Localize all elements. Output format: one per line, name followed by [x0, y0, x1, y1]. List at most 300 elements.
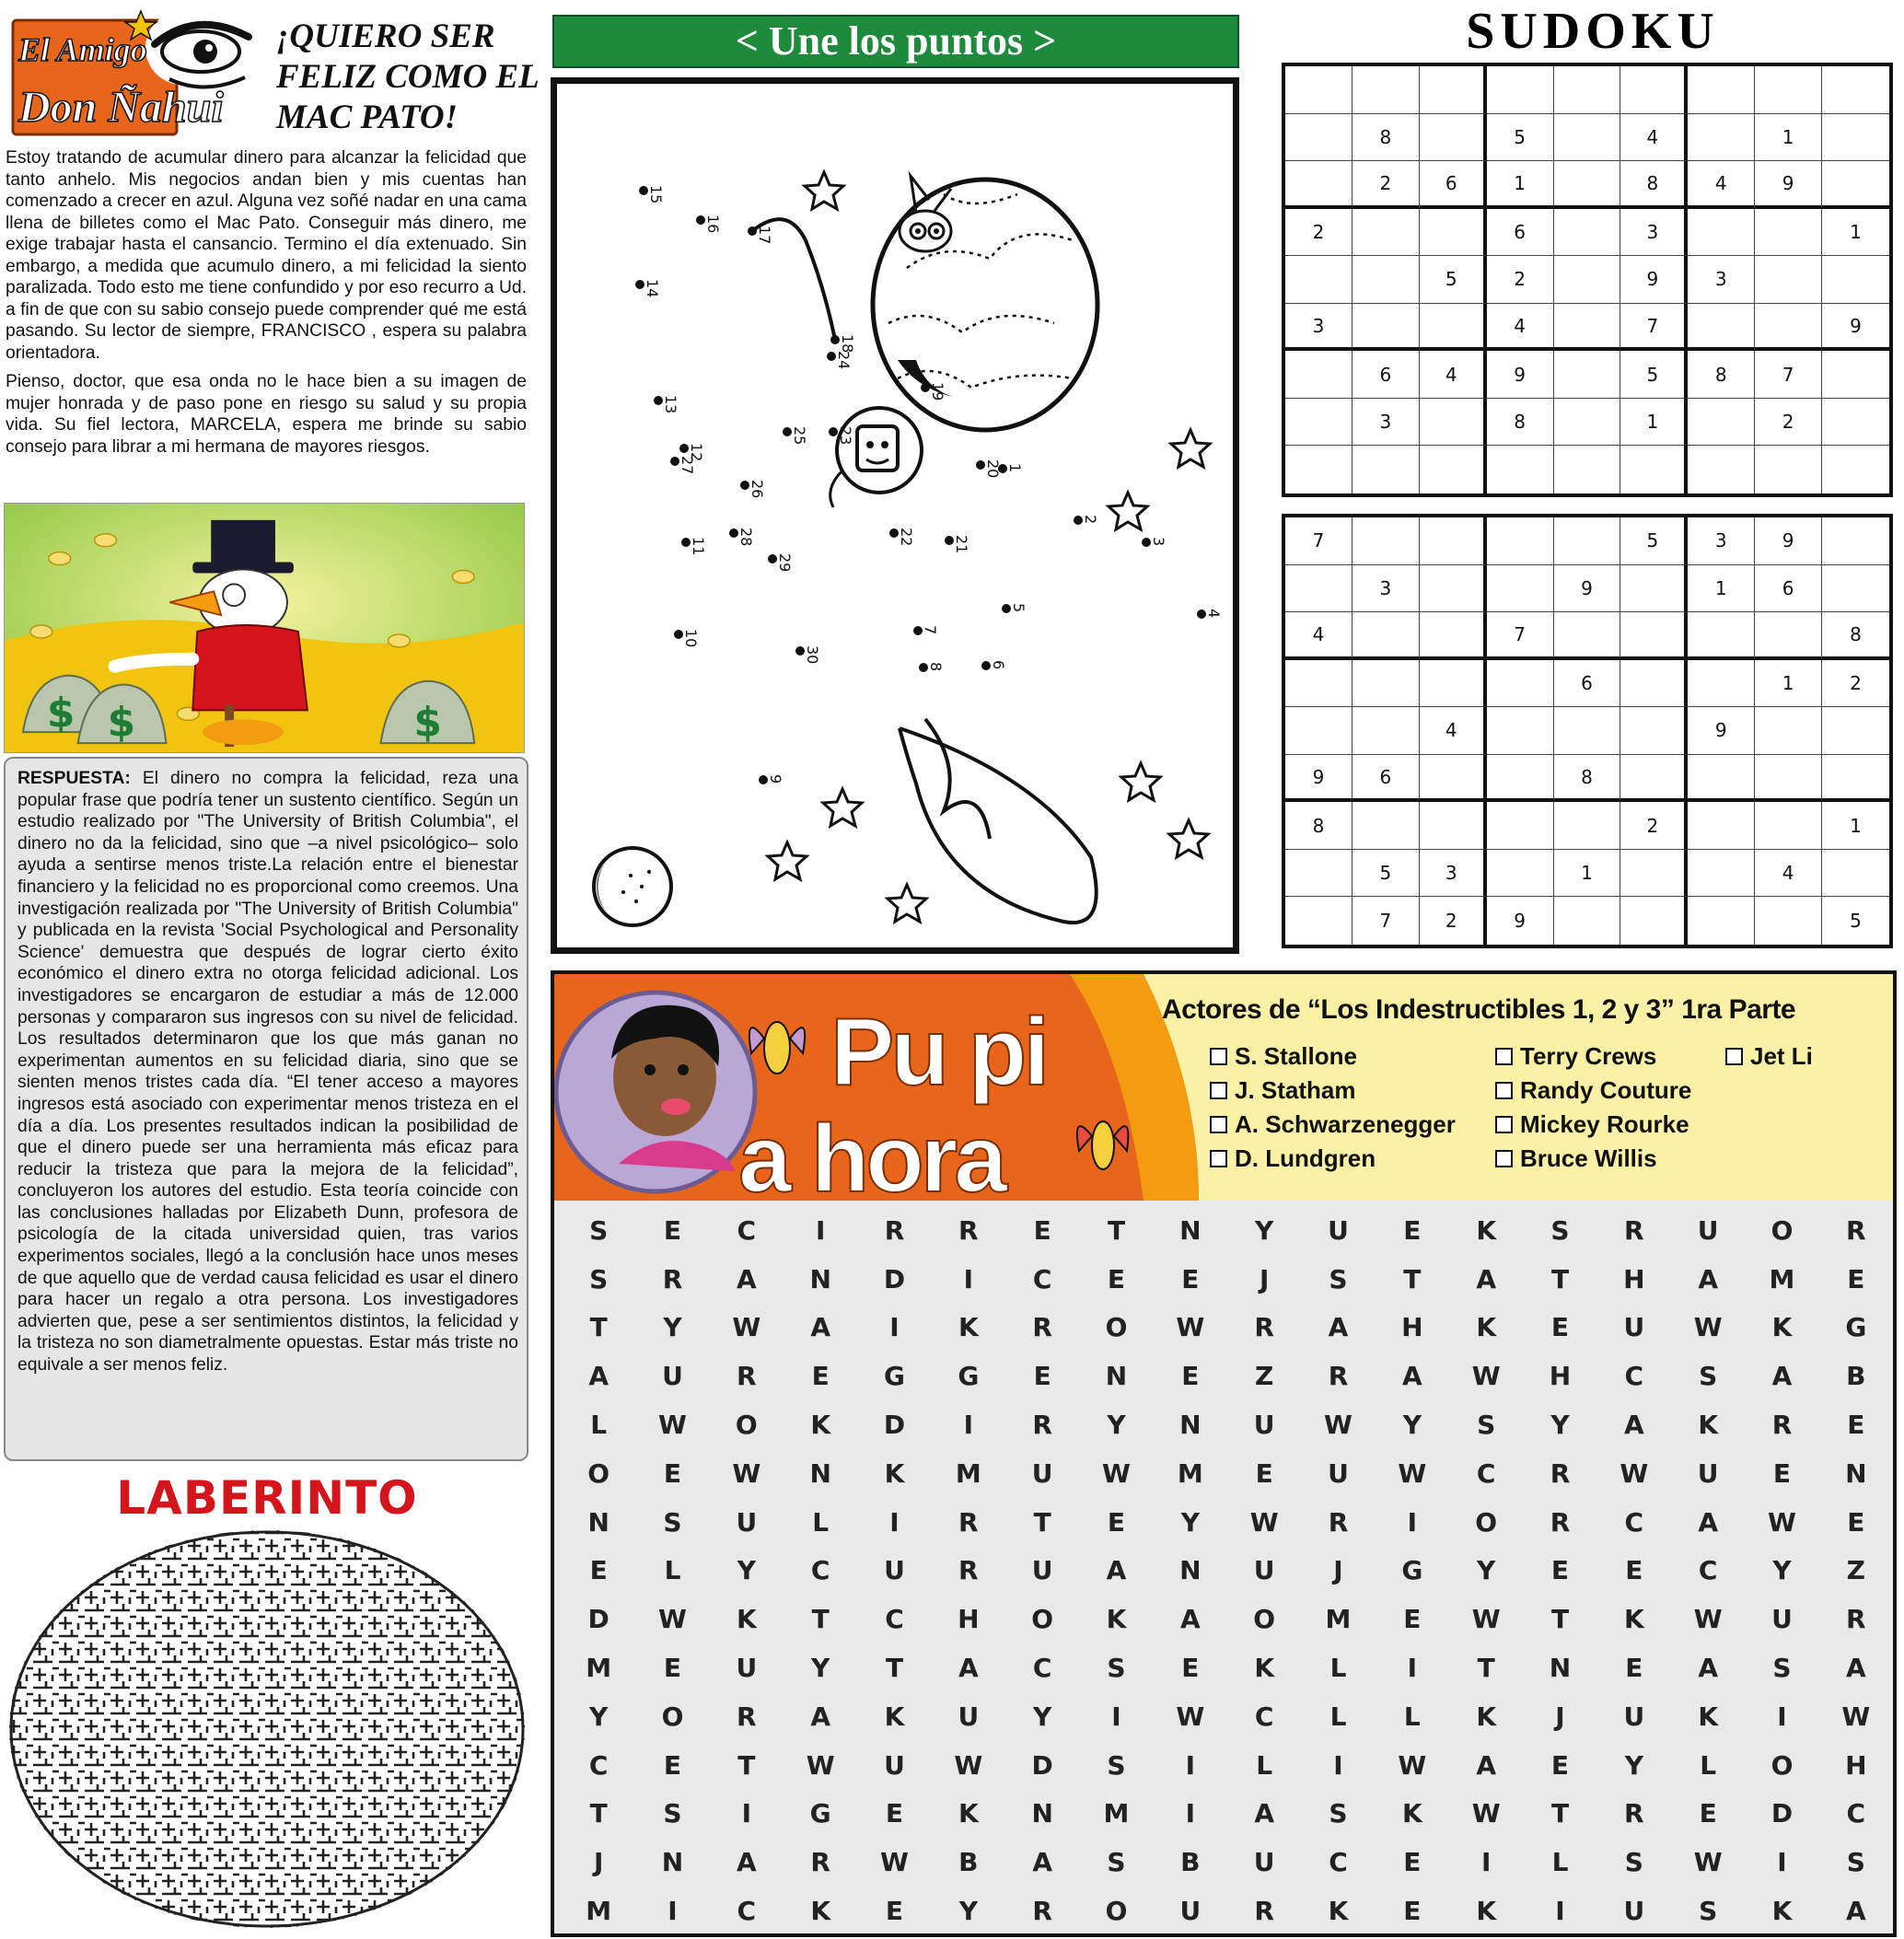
sudoku-cell: 3: [1688, 256, 1755, 304]
grid-letter: J: [1259, 1263, 1270, 1295]
grid-letter: C: [1698, 1555, 1718, 1586]
grid-letter: U: [958, 1701, 980, 1732]
checkbox-icon: [1495, 1082, 1513, 1099]
sudoku-cell: 9: [1620, 256, 1688, 304]
grid-letter: M: [1325, 1604, 1352, 1635]
grid-letter: Y: [1033, 1701, 1052, 1732]
grid-letter: K: [1623, 1604, 1644, 1635]
sudoku-cell: [1620, 565, 1688, 613]
sudoku-cell: [1420, 399, 1487, 447]
grid-letter: E: [1847, 1410, 1865, 1441]
grid-letter: E: [885, 1798, 904, 1829]
grid-letter: I: [1185, 1798, 1196, 1829]
grid-letter: W: [1471, 1361, 1501, 1392]
grid-letter: E: [1772, 1457, 1792, 1489]
grid-letter: T: [811, 1604, 830, 1635]
grid-letter: A: [958, 1653, 979, 1684]
sudoku-cell: [1688, 399, 1755, 447]
sudoku-cell: 3: [1420, 850, 1487, 898]
grid-letter: O: [587, 1457, 610, 1489]
grid-letter: E: [811, 1361, 830, 1392]
sudoku-cell: [1822, 351, 1889, 399]
grid-letter: S: [589, 1263, 609, 1295]
sudoku-cell: 5: [1620, 351, 1688, 399]
grid-letter: U: [1697, 1214, 1719, 1246]
grid-letter: I: [1555, 1896, 1565, 1927]
maze-title: LABERINTO: [116, 1471, 418, 1525]
grid-letter: Y: [589, 1701, 609, 1732]
grid-letter: K: [884, 1457, 905, 1489]
sudoku-cell: [1487, 660, 1554, 708]
grid-letter: C: [737, 1896, 757, 1927]
grid-letter: R: [1550, 1457, 1571, 1489]
sudoku-cell: 9: [1487, 897, 1554, 945]
sudoku-cell: [1755, 446, 1822, 493]
grid-letter: W: [1398, 1749, 1427, 1781]
sudoku-cell: 8: [1822, 612, 1889, 660]
grid-letter: U: [1253, 1555, 1275, 1586]
sudoku-cell: [1822, 446, 1889, 493]
advice-column: [0, 0, 539, 1939]
sudoku-cell: 1: [1755, 660, 1822, 708]
sudoku-cell: 2: [1620, 802, 1688, 850]
grid-letter: R: [1846, 1214, 1866, 1246]
sudoku-cell: 4: [1420, 351, 1487, 399]
grid-letter: R: [1254, 1312, 1274, 1343]
sudoku-cell: 6: [1353, 755, 1420, 803]
grid-letter: L: [1551, 1847, 1569, 1878]
sudoku-cell: [1755, 802, 1822, 850]
grid-letter: R: [1328, 1506, 1349, 1538]
sudoku-cell: [1755, 755, 1822, 803]
dot-label: 7: [922, 625, 939, 635]
grid-letter: S: [1772, 1653, 1792, 1684]
sudoku-cell: [1353, 256, 1420, 304]
sudoku-cell: 7: [1755, 351, 1822, 399]
grid-letter: N: [1179, 1410, 1202, 1441]
grid-letter: W: [732, 1457, 761, 1489]
dot-point: [679, 444, 689, 453]
sudoku-cell: [1420, 66, 1487, 114]
sudoku-cell: [1487, 707, 1554, 755]
maze-puzzle: [7, 1527, 528, 1932]
grid-letter: S: [663, 1506, 682, 1538]
sudoku-cell: [1420, 517, 1487, 565]
grid-letter: C: [1329, 1847, 1348, 1878]
dot-point: [759, 775, 768, 784]
grid-letter: C: [810, 1555, 830, 1586]
sudoku-cell: [1285, 897, 1353, 945]
grid-letter: W: [1471, 1604, 1501, 1635]
grid-letter: K: [1328, 1896, 1349, 1927]
grid-letter: T: [737, 1749, 756, 1781]
letter-grid: [562, 1206, 1893, 1935]
dot-point: [829, 427, 838, 436]
grid-letter: U: [1253, 1847, 1275, 1878]
grid-letter: O: [1105, 1896, 1128, 1927]
sudoku-cell: [1285, 660, 1353, 708]
grid-letter: E: [1550, 1749, 1570, 1781]
sudoku-cell: 4: [1620, 114, 1688, 162]
grid-letter: W: [1693, 1312, 1723, 1343]
sudoku-cell: [1688, 802, 1755, 850]
sudoku-cell: 7: [1620, 304, 1688, 352]
grid-letter: K: [1401, 1798, 1422, 1829]
sudoku-title: SUDOKU: [1466, 3, 1720, 60]
sudoku-cell: [1620, 660, 1688, 708]
sudoku-cell: [1353, 707, 1420, 755]
grid-letter: S: [663, 1798, 682, 1829]
sudoku-cell: 6: [1353, 351, 1420, 399]
dot-label: 15: [647, 185, 665, 204]
grid-letter: E: [1699, 1798, 1717, 1829]
headline: ¡QUIERO SER FELIZ COMO EL MAC PATO!: [276, 17, 539, 136]
dot-label: 21: [953, 535, 970, 554]
grid-letter: J: [1333, 1555, 1343, 1586]
grid-letter: H: [1401, 1312, 1423, 1343]
sudoku-cell: 3: [1620, 209, 1688, 257]
grid-letter: E: [1107, 1506, 1126, 1538]
sudoku-cell: [1688, 897, 1755, 945]
grid-letter: S: [589, 1214, 609, 1246]
grid-letter: E: [1181, 1263, 1200, 1295]
grid-letter: R: [958, 1214, 979, 1246]
grid-letter: U: [884, 1555, 905, 1586]
dot-point: [913, 626, 923, 635]
grid-letter: R: [662, 1263, 683, 1295]
grid-letter: A: [1623, 1410, 1644, 1441]
grid-letter: A: [1698, 1263, 1718, 1295]
dot-label: 18: [839, 334, 856, 354]
grid-letter: L: [590, 1410, 608, 1441]
dot-point: [919, 663, 928, 672]
grid-letter: I: [963, 1263, 974, 1295]
grid-letter: A: [1476, 1263, 1496, 1295]
grid-letter: U: [1623, 1312, 1645, 1343]
word-search-puzzle: [551, 970, 1897, 1937]
dot-point: [921, 383, 930, 392]
sudoku-cell: [1487, 517, 1554, 565]
grid-letter: U: [662, 1361, 683, 1392]
grid-letter: K: [1476, 1701, 1497, 1732]
sudoku-cell: 5: [1850, 910, 1862, 933]
dot-label: 29: [776, 553, 794, 573]
sudoku-cell: 9: [1487, 351, 1554, 399]
grid-letter: C: [588, 1749, 609, 1781]
actor-name: Terry Crews: [1520, 1042, 1657, 1070]
grid-letter: I: [889, 1506, 900, 1538]
sudoku-cell: [1554, 446, 1621, 493]
dot-label: 16: [704, 215, 722, 234]
grid-letter: E: [1181, 1361, 1200, 1392]
grid-letter: K: [884, 1701, 905, 1732]
grid-letter: D: [883, 1263, 906, 1295]
sudoku-cell: [1755, 612, 1822, 660]
grid-letter: T: [885, 1653, 904, 1684]
dot-label: 14: [644, 279, 661, 298]
actor-item: [1210, 1144, 1376, 1173]
dot-point: [945, 536, 954, 545]
grid-letter: A: [1698, 1653, 1718, 1684]
grid-letter: I: [1777, 1701, 1787, 1732]
grid-letter: I: [889, 1312, 900, 1343]
grid-letter: E: [663, 1457, 682, 1489]
sudoku-cell: 4: [1420, 707, 1487, 755]
sudoku-cell: [1420, 446, 1487, 493]
grid-letter: Z: [1846, 1555, 1865, 1586]
sudoku-cell: [1554, 399, 1621, 447]
grid-letter: C: [1032, 1263, 1052, 1295]
sudoku-cell: [1620, 755, 1688, 803]
grid-letter: U: [884, 1749, 905, 1781]
answer-panel: [4, 757, 528, 1461]
grid-letter: C: [737, 1214, 757, 1246]
grid-letter: N: [587, 1506, 610, 1538]
checkbox-icon: [1725, 1048, 1743, 1065]
checkbox-icon: [1495, 1048, 1513, 1065]
grid-letter: B: [958, 1847, 979, 1878]
dot-point: [1142, 538, 1151, 547]
grid-letter: D: [883, 1410, 906, 1441]
actor-item: [1210, 1042, 1357, 1071]
sudoku-cell: [1688, 660, 1755, 708]
grid-letter: L: [812, 1506, 830, 1538]
dot-label: 6: [990, 660, 1007, 670]
grid-letter: I: [1111, 1701, 1121, 1732]
grid-letter: E: [1403, 1214, 1422, 1246]
grid-letter: Y: [737, 1555, 756, 1586]
sudoku-cell: 2: [1755, 399, 1822, 447]
grid-letter: U: [1623, 1701, 1645, 1732]
grid-letter: Y: [1180, 1506, 1200, 1538]
grid-letter: U: [1328, 1457, 1349, 1489]
dot-label: 26: [749, 480, 766, 499]
grid-letter: W: [1620, 1457, 1649, 1489]
actor-item: [1495, 1042, 1656, 1071]
grid-letter: D: [587, 1604, 610, 1635]
dot-point: [783, 427, 792, 436]
checkbox-icon: [1495, 1150, 1513, 1167]
grid-letter: C: [1254, 1701, 1274, 1732]
grid-letter: S: [1846, 1847, 1865, 1878]
grid-letter: L: [1403, 1701, 1421, 1732]
sudoku-cell: 4: [1487, 304, 1554, 352]
grid-letter: T: [1033, 1506, 1051, 1538]
grid-letter: L: [1329, 1653, 1347, 1684]
sudoku-cell: [1554, 802, 1621, 850]
sudoku-cell: [1487, 565, 1554, 613]
sudoku-cell: 2: [1822, 660, 1889, 708]
dot-point: [1002, 604, 1011, 613]
dot-point: [696, 215, 705, 225]
grid-letter: A: [1328, 1312, 1349, 1343]
actor-item: [1495, 1076, 1691, 1105]
dot-label: 12: [688, 443, 705, 462]
sudoku-cell: 9: [1822, 304, 1889, 352]
grid-letter: H: [1623, 1263, 1645, 1295]
grid-letter: Y: [1772, 1555, 1792, 1586]
grid-letter: Z: [1255, 1361, 1274, 1392]
sudoku-cell: [1755, 707, 1822, 755]
sudoku-cell: [1688, 612, 1755, 660]
grid-letter: W: [806, 1749, 835, 1781]
sudoku-cell: [1285, 707, 1353, 755]
grid-letter: T: [1107, 1214, 1126, 1246]
logo-line2: Don Ñahui: [18, 83, 224, 132]
sudoku-cell: 1: [1822, 209, 1889, 257]
dot-label: 20: [984, 459, 1002, 479]
sudoku-cell: [1285, 114, 1353, 162]
sudoku-cell: [1353, 446, 1420, 493]
sudoku-cell: [1688, 304, 1755, 352]
reader-letter: [6, 147, 527, 465]
grid-letter: W: [880, 1847, 909, 1878]
sudoku-cell: [1554, 161, 1621, 209]
dot-point: [1197, 610, 1206, 619]
actor-name: J. Statham: [1235, 1076, 1356, 1104]
sudoku-cell: [1554, 707, 1621, 755]
sudoku-cell: [1420, 660, 1487, 708]
grid-letter: S: [1107, 1653, 1126, 1684]
grid-letter: O: [1475, 1506, 1498, 1538]
dot-label: 1: [1006, 463, 1024, 473]
sudoku-cell: [1688, 209, 1755, 257]
sudoku-cell: [1755, 66, 1822, 114]
grid-letter: R: [1771, 1410, 1793, 1441]
sudoku-cell: [1822, 114, 1889, 162]
actor-item: [1495, 1144, 1657, 1173]
don-nahui-logo: [7, 4, 265, 140]
grid-letter: R: [884, 1214, 905, 1246]
sudoku-cell: [1822, 399, 1889, 447]
grid-letter: A: [810, 1312, 830, 1343]
letter-paragraph-2: Pienso, doctor, que esa onda no le hace bien a su imagen de mujer honrada y de paso pone en riesgo su salud y su propia vida. Su fiel lectora, MARCELA, espera me brinde su sabio consejo para librar a mi hermana de mayores riesgos.: [6, 372, 527, 457]
grid-letter: G: [884, 1361, 905, 1392]
dot-label: 11: [690, 537, 707, 556]
sudoku-cell: [1285, 66, 1353, 114]
grid-letter: A: [1254, 1798, 1274, 1829]
grid-letter: K: [958, 1798, 979, 1829]
grid-letter: A: [1698, 1506, 1718, 1538]
dot-label: 4: [1205, 609, 1223, 619]
grid-letter: O: [1031, 1604, 1054, 1635]
sudoku-cell: [1487, 66, 1554, 114]
sudoku-cell: 7: [1353, 897, 1420, 945]
grid-letter: E: [1403, 1896, 1422, 1927]
sudoku-cell: [1420, 209, 1487, 257]
grid-letter: W: [1102, 1457, 1131, 1489]
sudoku-cell: [1554, 209, 1621, 257]
dot-label: 24: [835, 351, 853, 370]
sudoku-cell: [1285, 161, 1353, 209]
grid-letter: W: [1471, 1798, 1501, 1829]
grid-letter: M: [1177, 1457, 1203, 1489]
sudoku-cell: [1285, 256, 1353, 304]
grid-letter: A: [736, 1847, 757, 1878]
sudoku-cell: 1: [1688, 565, 1755, 613]
grid-letter: I: [1777, 1847, 1787, 1878]
sudoku-cell: 1: [1755, 114, 1822, 162]
grid-letter: S: [1329, 1798, 1348, 1829]
sudoku-cell: [1487, 850, 1554, 898]
sudoku-cell: [1822, 565, 1889, 613]
dot-point: [795, 646, 805, 656]
grid-letter: Y: [811, 1653, 830, 1684]
grid-letter: Y: [1550, 1410, 1570, 1441]
actor-name: D. Lundgren: [1235, 1144, 1376, 1172]
sudoku-cell: [1554, 612, 1621, 660]
grid-letter: W: [1176, 1701, 1205, 1732]
dot-label: 8: [927, 662, 945, 672]
sudoku-cell: [1688, 66, 1755, 114]
grid-letter: H: [1549, 1361, 1572, 1392]
grid-letter: N: [1105, 1361, 1128, 1392]
sudoku-cell: [1420, 114, 1487, 162]
sudoku-cell: [1420, 755, 1487, 803]
checkbox-icon: [1210, 1048, 1227, 1065]
dot-point: [729, 528, 738, 538]
grid-letter: E: [663, 1749, 682, 1781]
grid-letter: N: [661, 1847, 684, 1878]
grid-letter: K: [1698, 1701, 1719, 1732]
grid-letter: W: [1249, 1506, 1279, 1538]
grid-letter: N: [1031, 1798, 1053, 1829]
dot-point: [748, 226, 757, 236]
sudoku-cell: 5: [1487, 114, 1554, 162]
grid-letter: C: [1624, 1506, 1644, 1538]
dots-drawing: [557, 84, 1233, 947]
sudoku-cell: [1353, 66, 1420, 114]
answer-text: El dinero no compra la felicidad, reza una popular frase que podría tener un sustento científico. Según un estudio realizado por "The University of British Columbia", el dinero no da la felicidad, sino que –a nivel psicológico– solo ayuda a sentirse menos triste.La relación entre el bienestar financiero y la felicidad no es proporcional como creemos. Una investigación realizada por "The University of British Columbia" y publicada en la revista 'Social Psychological and Personality Science' demuestra que después de lograr cierto éxito económico el dinero extra no otorga felicidad adicional. Los investigadores se encargaron de estudiar a más de 12.000 personas y compararon sus ingresos con su nivel de felicidad. Los resultados determinaron que los que más ganan no experimentan aumentos en su felicidad diaria, sino que se sienten menos tristes cada día. “El tener acceso a mayores ingresos está asociado con experimentar menos tristeza en el día a día. Los presentes resultados indican la posibilidad de que el dinero puede ser una herramienta más eficaz para reducir la tristeza que para la mejora de la felicidad”, concluyeron los autores del estudio. Esta teoría coincide con las conclusiones halladas por Elizabeth Dunn, profesora de psicología de la citada universidad quien, tras varios experimentos sociales, llegó a la conclusión hace unos meses de que aquello que de verdad causa felicidad es usar el dinero para hacer un regalo a otra persona. Los investigadores advierten que, pese a ser sentimientos distintos, la felicidad y la tristeza no son diametralmente opuestas. Estar más triste no equivale a ser menos feliz.: [17, 769, 518, 1376]
grid-letter: I: [963, 1410, 974, 1441]
grid-letter: A: [1476, 1749, 1496, 1781]
grid-letter: I: [1407, 1653, 1418, 1684]
answer-label: RESPUESTA:: [17, 769, 131, 788]
grid-letter: T: [1550, 1798, 1570, 1829]
grid-letter: K: [810, 1410, 831, 1441]
actor-name: Jet Li: [1750, 1042, 1813, 1070]
sudoku-cell: [1755, 897, 1822, 945]
dot-label: 19: [929, 382, 946, 401]
dot-point: [635, 280, 644, 289]
grid-letter: A: [1106, 1555, 1127, 1586]
grid-letter: M: [586, 1896, 612, 1927]
grid-letter: A: [736, 1263, 757, 1295]
dot-point: [674, 630, 683, 639]
grid-letter: G: [809, 1798, 831, 1829]
actor-item: [1725, 1042, 1813, 1071]
dot-label: 13: [662, 395, 679, 414]
sudoku-cell: 8: [1487, 399, 1554, 447]
grid-letter: R: [958, 1506, 979, 1538]
grid-letter: E: [1550, 1555, 1570, 1586]
grid-letter: E: [1847, 1506, 1865, 1538]
grid-letter: R: [1254, 1896, 1274, 1927]
sudoku-cell: [1620, 612, 1688, 660]
sudoku-cell: [1353, 660, 1420, 708]
actor-name: Bruce Willis: [1520, 1144, 1657, 1172]
grid-letter: L: [1700, 1749, 1717, 1781]
sudoku-cell: 9: [1755, 161, 1822, 209]
sudoku-cell: 8: [1353, 114, 1420, 162]
grid-letter: R: [1550, 1506, 1571, 1538]
sudoku-cell: [1554, 517, 1621, 565]
grid-letter: E: [1181, 1653, 1200, 1684]
sudoku-cell: 3: [1285, 304, 1353, 352]
grid-letter: O: [1770, 1214, 1794, 1246]
actor-name: A. Schwarzenegger: [1235, 1110, 1456, 1138]
grid-letter: K: [810, 1896, 831, 1927]
